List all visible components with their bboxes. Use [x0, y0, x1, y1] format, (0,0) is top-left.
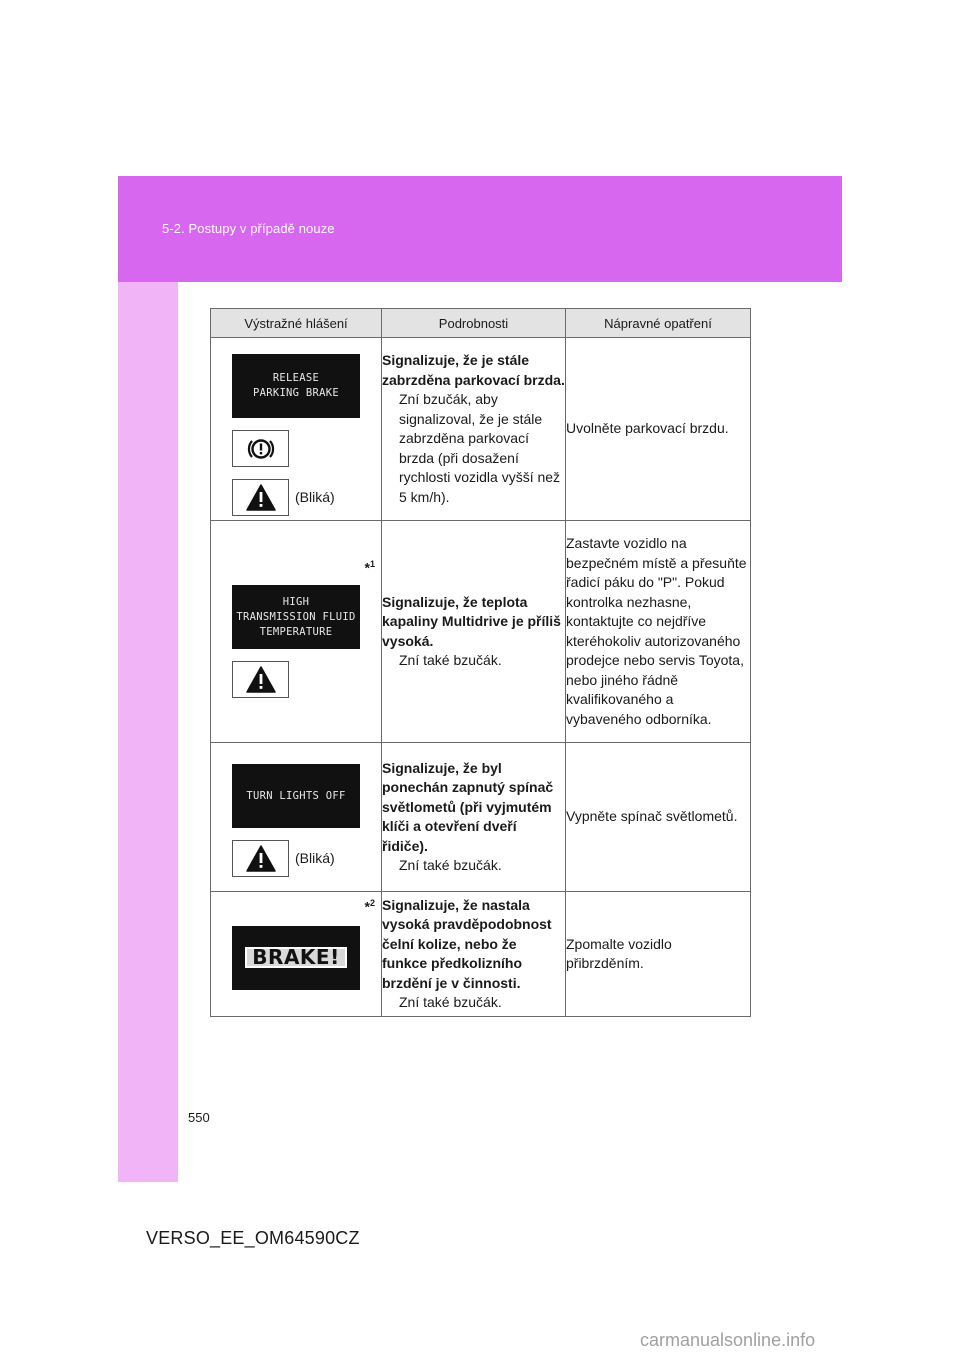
table-row	[211, 521, 751, 743]
transmission-fluid-temperature-display	[232, 585, 360, 649]
detail-bold: Signalizuje, že nastala vysoká pravděpodobnost čelní kolize, nebo že funkce předkolizního brzdění je v činnosti.	[382, 896, 552, 991]
warning-cell	[211, 892, 382, 1017]
master-warning-icon	[232, 661, 289, 698]
blink-label: (Bliká)	[295, 489, 335, 505]
detail-sub: Zní také bzučák.	[399, 652, 502, 668]
watermark-text: carmanualsonline.info	[640, 1330, 816, 1350]
action-cell: Zastavte vozidlo na bezpečném místě a přesuňte řadicí páku do "P". Pokud kontrolka nezhasne, kontaktujte co nejdříve kteréhokoliv autorizovaného prodejce nebo servis Toyota, nebo jiného řádně kvalifikovaného a vybaveného odborníka.	[566, 521, 751, 743]
display-line: HIGH	[282, 595, 310, 608]
action-cell: Vypněte spínač světlometů.	[566, 743, 751, 892]
details-cell	[382, 892, 566, 1017]
footnote-ref: *$^2$	[364, 898, 375, 915]
table-row	[211, 338, 751, 521]
brake-warning-icon	[232, 430, 289, 467]
detail-bold: Signalizuje, že je stále zabrzděna parkovací brzda.	[382, 352, 565, 388]
blink-label: (Bliká)	[295, 850, 335, 866]
table-row	[211, 892, 751, 1017]
document-code: VERSO_EE_OM64590CZ	[146, 1228, 360, 1248]
warning-cell	[211, 338, 382, 521]
display-line: PARKING BRAKE	[252, 387, 340, 399]
table-row	[211, 743, 751, 892]
details-cell	[382, 338, 566, 521]
section-title: 5-2. Postupy v případě nouze	[162, 221, 335, 236]
brake-text: BRAKE!	[245, 947, 346, 968]
side-strip	[118, 282, 178, 1182]
footnote-ref: *$^1$	[364, 559, 375, 576]
detail-sub: Zní bzučák, aby signalizoval, že je stále zabrzděna parkovací brzda (při dosažení rychlosti vozidla vyšší než 5 km/h).	[399, 391, 561, 505]
detail-sub: Zní také bzučák.	[399, 857, 502, 873]
warning-table	[210, 308, 751, 1017]
display-line: TURN LIGHTS OFF	[246, 789, 346, 802]
master-warning-icon	[232, 479, 289, 516]
details-cell	[382, 521, 566, 743]
column-header-warning: Výstražné hlášení	[211, 309, 382, 338]
details-cell	[382, 743, 566, 892]
column-header-action: Nápravné opatření	[566, 309, 751, 338]
display-line: TRANSMISSION FLUID	[236, 610, 356, 623]
release-parking-brake-display	[232, 354, 360, 418]
column-header-details: Podrobnosti	[382, 309, 566, 338]
brake-display	[232, 926, 360, 990]
action-cell: Uvolněte parkovací brzdu.	[566, 338, 751, 521]
page-number: 550	[188, 1110, 210, 1125]
table-header-row	[211, 309, 751, 338]
display-line: RELEASE	[272, 372, 320, 384]
warning-cell	[211, 521, 382, 743]
detail-bold: Signalizuje, že byl ponechán zapnutý spínač světlometů (při vyjmutém klíči a otevření dveří řidiče).	[382, 759, 554, 854]
warning-cell	[211, 743, 382, 892]
action-cell: Zpomalte vozidlo přibrzděním.	[566, 892, 751, 1017]
detail-bold: Signalizuje, že teplota kapaliny Multidrive je příliš vysoká.	[382, 593, 561, 649]
turn-lights-off-display	[232, 764, 360, 828]
master-warning-icon	[232, 840, 289, 877]
detail-sub: Zní také bzučák.	[399, 994, 502, 1010]
display-line: TEMPERATURE	[259, 625, 333, 638]
